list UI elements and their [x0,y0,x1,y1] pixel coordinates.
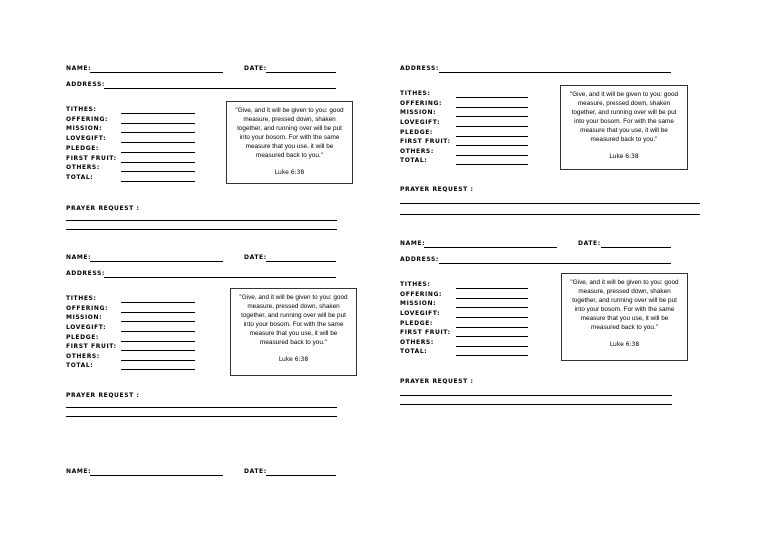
others-label: OTHERS: [66,353,100,360]
verse-reference: Luke 6:38 [278,356,309,363]
date-label: DATE: [244,468,267,475]
verse-reference: Luke 6:38 [609,153,639,160]
mission-label: MISSION: [66,125,103,132]
others-field[interactable] [456,346,528,347]
prayer-request-label: PRAYER REQUEST : [66,392,140,399]
mission-label: MISSION: [400,109,437,116]
love-gift-label: LOVEGIFT: [400,310,441,317]
bible-verse-box [561,273,688,361]
name-label: NAME: [66,468,92,475]
verse-reference: Luke 6:38 [609,341,640,348]
address-field[interactable] [439,263,671,264]
offering-label: OFFERING: [400,291,442,298]
love-gift-field[interactable] [456,317,528,318]
address-label: ADDRESS: [400,256,439,263]
name-field[interactable] [424,247,557,248]
verse-reference: Luke 6:38 [274,169,305,176]
total-label: TOTAL: [400,348,428,355]
pledge-label: PLEDGE: [66,334,99,341]
pledge-label: PLEDGE: [400,129,433,136]
love-gift-label: LOVEGIFT: [400,119,441,126]
date-field[interactable] [266,475,336,476]
pledge-label: PLEDGE: [400,320,433,327]
name-field[interactable] [90,475,223,476]
prayer-request-label: PRAYER REQUEST : [66,205,140,212]
prayer-request-line[interactable] [400,404,672,405]
tithes-label: TITHES: [66,295,97,302]
address-label: ADDRESS: [400,65,439,72]
pledge-label: PLEDGE: [66,145,99,152]
offering-field[interactable] [456,298,528,299]
name-label: NAME: [66,254,92,261]
mission-label: MISSION: [66,314,103,321]
verse-text: "Give, and it will be given to you: good measure, pressed down, shaken together, and running over will be put into your bosom. For with the same measure that you use, it will be measured back to you." [570,279,679,331]
first-fruit-label: FIRST FRUIT: [66,343,117,350]
love-gift-label: LOVEGIFT: [66,135,107,142]
others-label: OTHERS: [400,148,434,155]
total-label: TOTAL: [66,362,94,369]
verse-text: "Give, and it will be given to you: good measure, pressed down, shaken together, and running over will be put into your bosom. For with the same measure that you use, it will be measured back to you." [569,91,679,143]
first-fruit-label: FIRST FRUIT: [66,155,117,162]
total-field[interactable] [456,355,528,356]
offering-label: OFFERING: [66,305,108,312]
others-label: OTHERS: [66,164,100,171]
date-label: DATE: [578,240,601,247]
tithes-label: TITHES: [400,90,431,97]
first-fruit-label: FIRST FRUIT: [400,329,451,336]
first-fruit-field[interactable] [456,336,528,337]
mission-label: MISSION: [400,300,437,307]
offering-label: OFFERING: [400,100,442,107]
prayer-request-label: PRAYER REQUEST : [400,186,474,193]
date-label: DATE: [244,65,267,72]
verse-text: "Give, and it will be given to you: good measure, pressed down, shaken together, and running over will be put into your bosom. For with the same measure that you use, it will be measured back to you." [235,107,344,159]
name-label: NAME: [400,240,426,247]
first-fruit-label: FIRST FRUIT: [400,138,451,145]
date-field[interactable] [601,247,671,248]
mission-field[interactable] [456,307,528,308]
love-gift-label: LOVEGIFT: [66,324,107,331]
total-label: TOTAL: [66,174,94,181]
others-label: OTHERS: [400,339,434,346]
tithes-label: TITHES: [66,106,97,113]
address-label: ADDRESS: [66,270,105,277]
address-label: ADDRESS: [66,81,105,88]
prayer-request-label: PRAYER REQUEST : [400,378,474,385]
tithes-field[interactable] [456,288,528,289]
prayer-request-line[interactable] [400,395,672,396]
date-label: DATE: [244,254,267,261]
total-label: TOTAL: [400,157,428,164]
name-label: NAME: [66,65,92,72]
pledge-field[interactable] [456,327,528,328]
verse-text: "Give, and it will be given to you: good measure, pressed down, shaken together, and running over will be put into your bosom. For with the same measure that you use, it will be measured back to you." [239,294,348,346]
tithes-label: TITHES: [400,281,431,288]
offering-label: OFFERING: [66,116,108,123]
